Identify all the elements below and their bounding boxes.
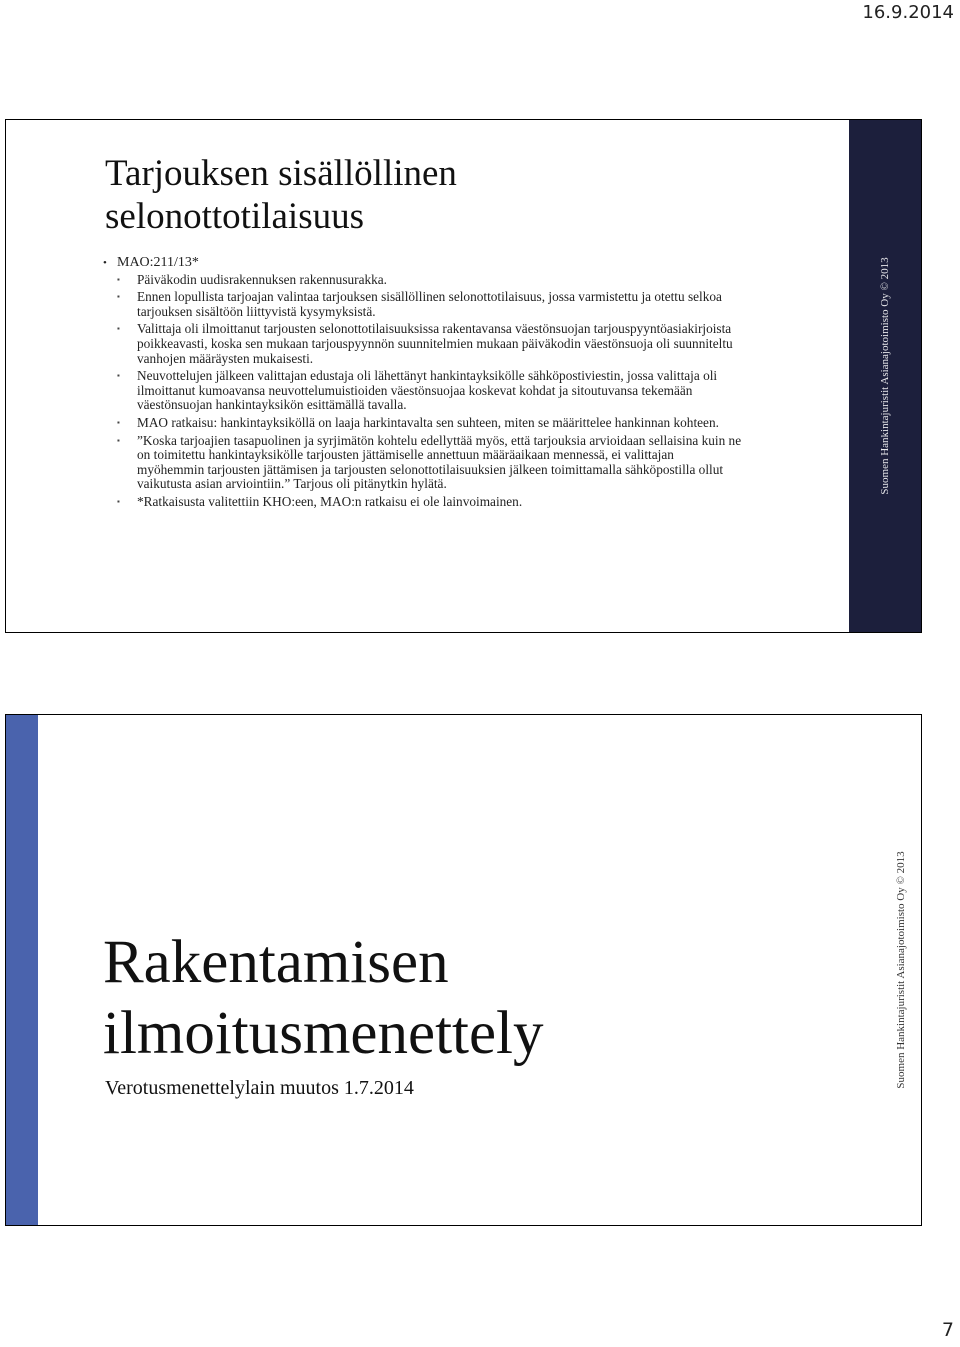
sub-bullet: ▪ Valittaja oli ilmoittanut tarjousten selonottotilaisuuksissa rakentavansa väestönsuojan tarjouspyyntöasiakirjoista poikkeavasti, koska sen mukaan tarjouspyynnön suunnitelmien mukaan päiväkodin väestönsuoja oli suunniteltu vanhojen määräysten mukaisesti. xyxy=(103,322,743,366)
copyright-side-text: Suomen Hankintajuristit Asianajotoimisto Oy © 2013 xyxy=(879,257,891,495)
page-date: 16.9.2014 xyxy=(862,2,954,23)
side-band xyxy=(849,120,921,632)
slide-2-title: Rakentamisen ilmoitusmenettely xyxy=(103,929,544,1067)
slide-1-content xyxy=(103,256,743,513)
top-bullet: • MAO:211/13* xyxy=(103,256,743,271)
sub-bullet: ▪ MAO ratkaisu: hankintayksiköllä on laaja harkintavalta sen suhteen, miten se määrittelee hankinnan kohteen. xyxy=(103,416,743,431)
slide-1 xyxy=(5,119,922,633)
slide-2-subtitle: Verotusmenettelylain muutos 1.7.2014 xyxy=(105,1077,414,1099)
accent-bar xyxy=(6,715,38,1225)
sub-bullet: ▪ Päiväkodin uudisrakennuksen rakennusurakka. xyxy=(103,273,743,288)
sub-bullet: ▪ Neuvottelujen jälkeen valittajan edustaja oli lähettänyt hankintayksikölle sähköpostiviestin, jossa valittaja oli ilmoittanut kumoavansa neuvottelumuistioiden väestönsuojaa koskevat kohdat ja sitoutuvansa tekemään väestönsuojan hankintayksikön esittämällä tavalla. xyxy=(103,369,743,413)
sub-bullet: ▪ Ennen lopullista tarjoajan valintaa tarjouksen sisällöllinen selonottotilaisuus, jossa varmistettu ja otettu selkoa tarjouksen sisältöön liittyvistä kysymyksistä. xyxy=(103,290,743,319)
copyright-side-text: Suomen Hankintajuristit Asianajotoimisto Oy © 2013 xyxy=(895,851,907,1089)
page-number: 7 xyxy=(941,1319,954,1341)
slide-1-title: Tarjouksen sisällöllinen selonottotilaisuus xyxy=(105,153,457,237)
sub-bullet: ▪ ”Koska tarjoajien tasapuolinen ja syrjimätön kohtelu edellyttää myös, että tarjouksia arvioidaan sellaisina kuin ne on toimitettu hankintayksikölle tarjousten jättämiselle annettuun määräaikaan mennessä, ei valittajan myöhemmin tarjousten jättämisen ja tarjousten selonottotilaisuuksien jälkeen toimittamalla sähköpostilla ollut vaikutusta asian arviointiin.” Tarjous oli pitänytkin hylätä. xyxy=(103,434,743,492)
sub-bullet: ▪ *Ratkaisusta valitettiin KHO:een, MAO:n ratkaisu ei ole lainvoimainen. xyxy=(103,495,743,510)
slide-2 xyxy=(5,714,922,1226)
